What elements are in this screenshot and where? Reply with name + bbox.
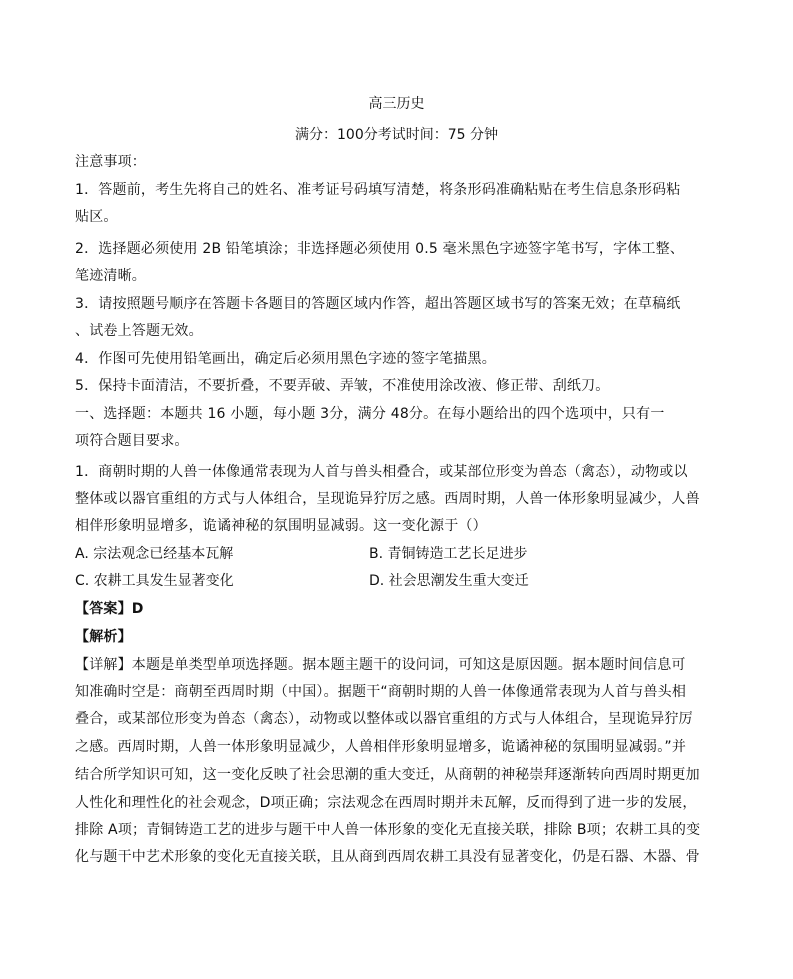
detail-line: 人性化和理性化的社会观念，D项正确；宗法观念在西周时期并未瓦解，反而得到了进一步的发展， [75, 795, 697, 811]
notice-line: 5．保持卡面清洁，不要折叠，不要弄破、弄皱，不准使用涂改液、修正带、刮纸刀。 [75, 378, 610, 394]
detail-line: 【详解】本题是单类型单项选择题。据本题主题干的设问词，可知这是原因题。据本题时间信息可 [75, 657, 686, 673]
option-b: B. 青铜铸造工艺长足进步 [369, 546, 528, 562]
notice-line: 1．答题前，考生先将自己的姓名、准考证号码填写清楚，将条形码准确粘贴在考生信息条形码粘 [75, 182, 681, 198]
detail-line: 叠合，或某部位形变为兽态（禽态），动物或以整体或以器官重组的方式与人体组合，呈现诡异狞厉 [75, 711, 693, 727]
detail-line: 排除 A项；青铜铸造工艺的进步与题干中人兽一体形象的变化无直接关联，排除 B项；农耕工具的变 [75, 822, 701, 838]
answer-label: 【答案】D [75, 601, 144, 617]
exam-subtitle: 满分：100分考试时间：75 分钟 [295, 127, 498, 143]
notice-line: 3．请按照题号顺序在答题卡各题目的答题区域内作答，超出答题区域书写的答案无效；在草稿纸 [75, 296, 681, 312]
detail-line: 结合所学知识可知，这一变化反映了社会思潮的重大变迁，从商朝的神秘崇拜逐渐转向西周时期更加 [75, 767, 700, 783]
question-stem-line: 整体或以器官重组的方式与人体组合，呈现诡异狞厉之感。西周时期，人兽一体形象明显减少，人兽 [75, 491, 700, 507]
notice-line: 2．选择题必须使用 2B 铅笔填涂；非选择题必须使用 0.5 毫米黑色字迹签字笔书写，字体工整、 [75, 241, 685, 257]
exam-title: 高三历史 [368, 96, 425, 112]
option-c: C. 农耕工具发生显著变化 [75, 573, 234, 589]
detail-line: 化与题干中艺术形象的变化无直接关联，且从商到西周农耕工具没有显著变化，仍是石器、木器、骨 [75, 849, 700, 865]
notice-line: 4．作图可先使用铅笔画出，确定后必须用黑色字迹的签字笔描黑。 [75, 351, 496, 367]
notice-heading: 注意事项： [75, 154, 146, 170]
analysis-label: 【解析】 [75, 629, 132, 645]
section-heading: 一、选择题：本题共 16 小题，每小题 3分，满分 48分。在每小题给出的四个选项中，只有一 [75, 406, 665, 422]
notice-line: 贴区。 [75, 209, 118, 225]
option-a: A. 宗法观念已经基本瓦解 [75, 546, 234, 562]
detail-line: 知准确时空是：商朝至西周时期（中国）。据题干“商朝时期的人兽一体像通常表现为人首与兽头相 [75, 684, 687, 700]
question-stem-line: 1．商朝时期的人兽一体像通常表现为人首与兽头相叠合，或某部位形变为兽态（禽态），动物或以 [75, 464, 688, 480]
section-heading: 项符合题目要求。 [75, 433, 189, 449]
notice-line: 、试卷上答题无效。 [75, 323, 203, 339]
notice-line: 笔迹清晰。 [75, 268, 146, 284]
question-stem-line: 相伴形象明显增多，诡谲神秘的氛围明显减弱。这一变化源于（） [75, 518, 487, 534]
option-d: D. 社会思潮发生重大变迁 [369, 573, 529, 589]
detail-line: 之感。西周时期，人兽一体形象明显减少，人兽相伴形象明显增多，诡谲神秘的氛围明显减弱。”并 [75, 739, 687, 755]
